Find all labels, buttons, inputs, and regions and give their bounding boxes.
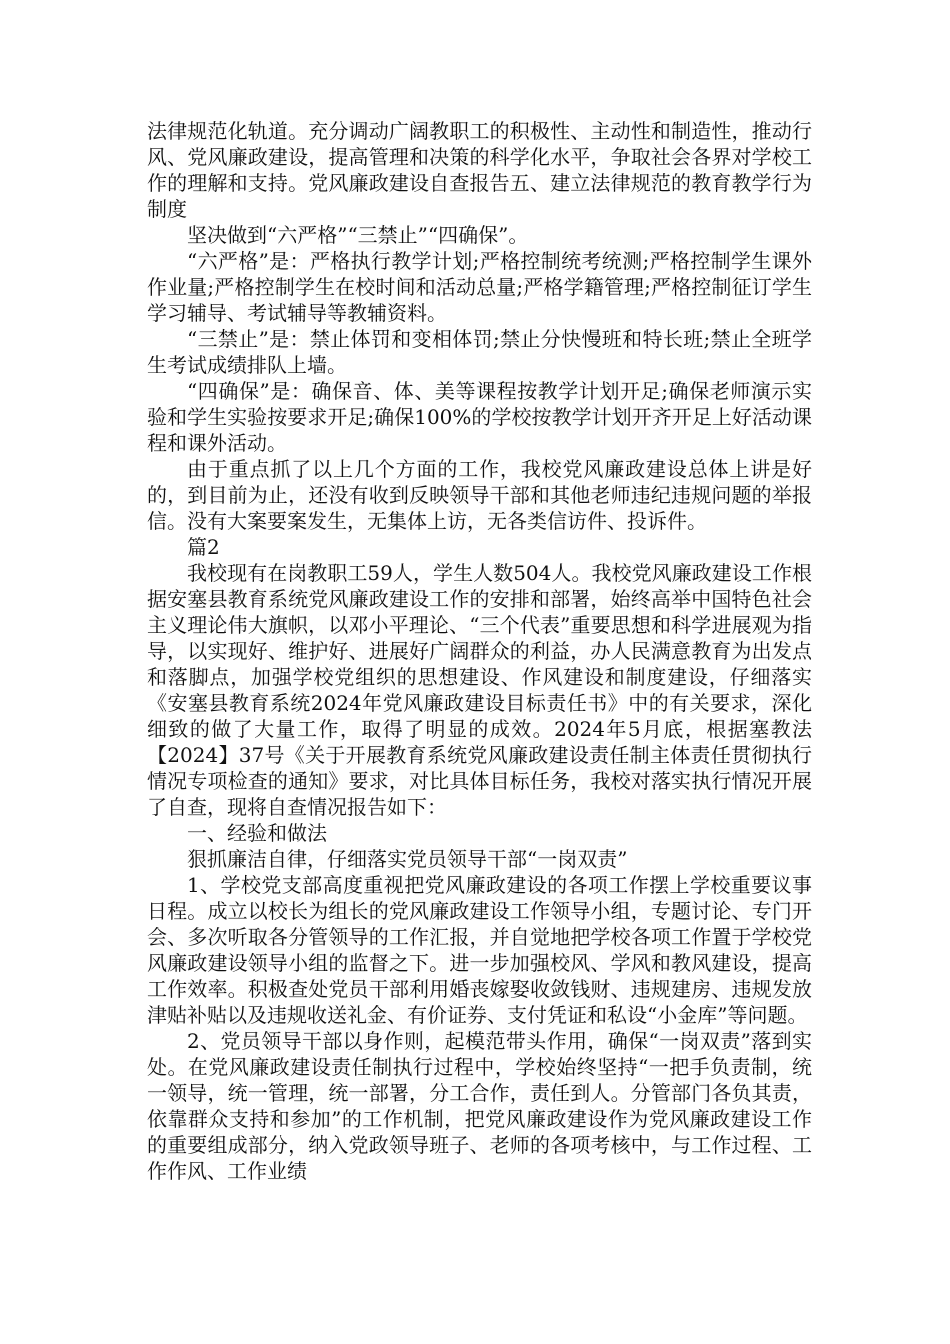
paragraph: “四确保”是：确保音、体、美等课程按教学计划开足;确保老师演示实验和学生实验按要求开足;确保100%的学校按教学计划开齐开足上好活动课程和课外活动。 <box>147 379 812 455</box>
paragraph: 由于重点抓了以上几个方面的工作，我校党风廉政建设总体上讲是好的，到目前为止，还没有收到反映领导干部和其他老师违纪违规问题的举报信。没有大案要案发生，无集体上访，无各类信访件、投诉件。 <box>147 457 812 533</box>
paragraph: 法律规范化轨道。充分调动广阔教职工的积极性、主动性和制造性，推动行风、党风廉政建设，提高管理和决策的科学化水平，争取社会各界对学校工作的理解和支持。党风廉政建设自查报告五、建立法律规范的教育教学行为制度 <box>147 119 812 221</box>
paragraph: 坚决做到“六严格”“三禁止”“四确保”。 <box>187 223 529 247</box>
section-heading: 一、经验和做法 <box>187 821 327 845</box>
paragraph: 2、党员领导干部以身作则，起模范带头作用，确保“一岗双责”落到实处。在党风廉政建设责任制执行过程中，学校始终坚持“一把手负责制，统一领导，统一管理，统一部署，分工合作，责任到人。分管部门各负其责，依靠群众支持和参加”的工作机制，把党风廉政建设作为党风廉政建设工作的重要组成部分，纳入党政领导班子、老师的各项考核中，与工作过程、工作作风、工作业绩 <box>147 1029 812 1183</box>
paragraph: 我校现有在岗教职工59人，学生人数504人。我校党风廉政建设工作根据安塞县教育系统党风廉政建设工作的安排和部署，始终高举中国特色社会主义理论伟大旗帜，以邓小平理论、“三个代表”重要思想和科学进展观为指导，以实现好、维护好、进展好广阔群众的利益，办人民满意教育为出发点和落脚点，加强学校党组织的思想建设、作风建设和制度建设，仔细落实《安塞县教育系统2024年党风廉政建设目标责任书》中的有关要求，深化细致的做了大量工作，取得了明显的成效。2024年5月底，根据塞教法【2024】37号《关于开展教育系统党风廉政建设责任制主体责任贯彻执行情况专项检查的通知》要求，对比具体目标任务，我校对落实执行情况开展了自查，现将自查情况报告如下： <box>147 561 812 819</box>
paragraph: “三禁止”是：禁止体罚和变相体罚;禁止分快慢班和特长班;禁止全班学生考试成绩排队上墙。 <box>147 327 812 377</box>
paragraph: 1、学校党支部高度重视把党风廉政建设的各项工作摆上学校重要议事日程。成立以校长为组长的党风廉政建设工作领导小组，专题讨论、专门开会、多次听取各分管领导的工作汇报，并自觉地把学校各项工作置于学校党风廉政建设领导小组的监督之下。进一步加强校风、学风和教风建设，提高工作效率。积极查处党员干部利用婚丧嫁娶收敛钱财、违规建房、违规发放津贴补贴以及违规收送礼金、有价证券、支付凭证和私设“小金库”等问题。 <box>147 873 812 1027</box>
section-heading: 篇2 <box>187 535 220 559</box>
paragraph: “六严格”是：严格执行教学计划;严格控制统考统测;严格控制学生课外作业量;严格控制学生在校时间和活动总量;严格学籍管理;严格控制征订学生学习辅导、考试辅导等教辅资料。 <box>147 249 812 325</box>
document-body <box>147 118 812 1184</box>
paragraph: 狠抓廉洁自律，仔细落实党员领导干部“一岗双责” <box>187 847 628 871</box>
